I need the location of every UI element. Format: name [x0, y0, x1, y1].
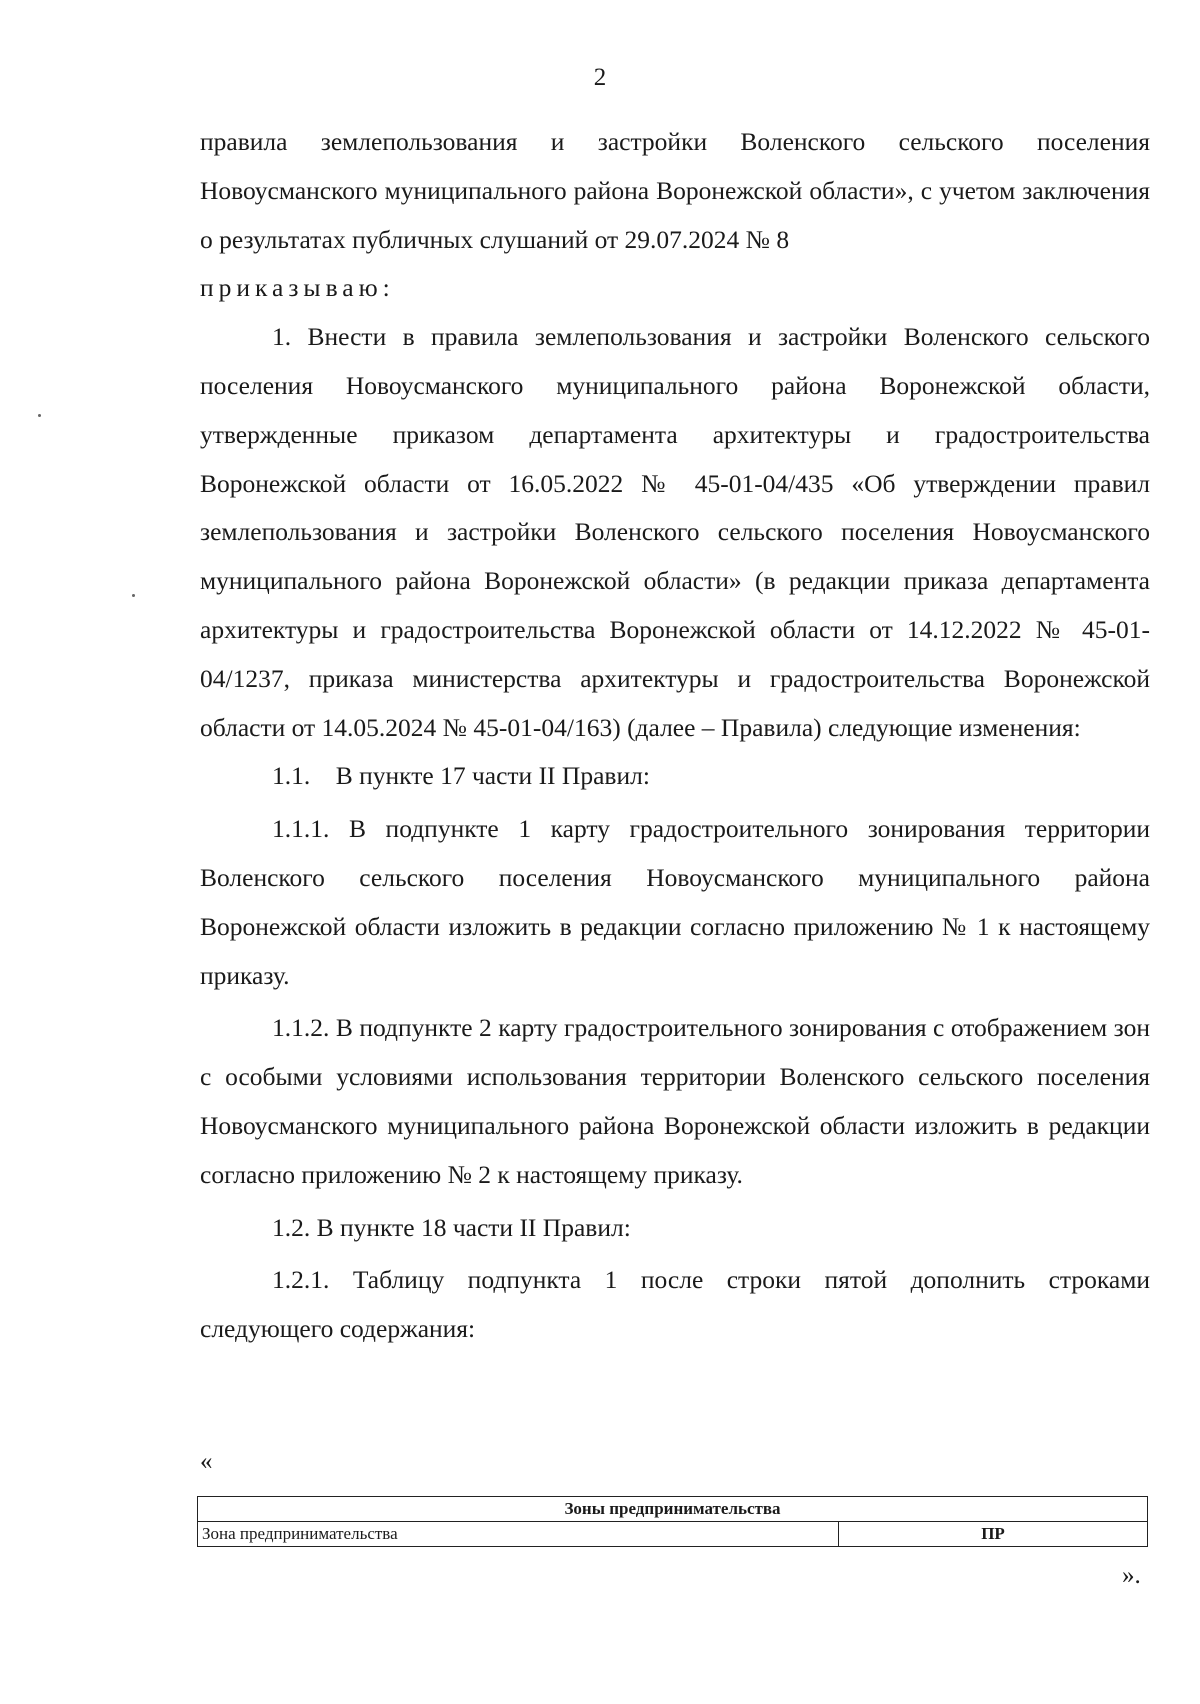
page-number: 2 — [593, 64, 607, 91]
table-header-cell: Зоны предпринимательства — [198, 1497, 1148, 1522]
document-body — [200, 118, 1150, 1354]
closing-quote-mark: ». — [1122, 1562, 1141, 1589]
paragraph-intro-continuation: правила землепользования и застройки Воленского сельского поселения Новоусманского муниципального района Воронежской области», с учетом заключения о результатах публичных слушаний от 29.07.2024 № 8 — [200, 127, 1150, 254]
scan-speck — [38, 414, 41, 417]
zone-code-cell: ПР — [839, 1522, 1148, 1547]
zone-name-cell: Зона предпринимательства — [198, 1522, 839, 1547]
paragraph-item-1-1: 1.1. В пункте 17 части II Правил: — [272, 761, 650, 791]
table-row — [198, 1522, 1148, 1547]
paragraph-order-word: приказываю: — [200, 273, 395, 303]
paragraph-item-1-2-1: 1.2.1. Таблицу подпункта 1 после строки пятой дополнить строками следующего содержания: — [200, 1265, 1150, 1344]
opening-quote-mark: « — [200, 1448, 213, 1475]
zones-table — [197, 1496, 1148, 1547]
paragraph-item-1-1-2: 1.1.2. В подпункте 2 карту градостроительного зонирования с отображением зон с особыми условиями использования территории Воленского сельского поселения Новоусманского муниципального района Воронежской области изложить в редакции согласно приложению № 2 к настоящему приказу. — [200, 1013, 1150, 1189]
table-header-row — [198, 1497, 1148, 1522]
paragraph-item-1: 1. Внести в правила землепользования и застройки Воленского сельского поселения Новоусманского муниципального района Воронежской области, утвержденные приказом департамента архитектуры и градостроительства Воронежской области от 16.05.2022 № 45-01-04/435 «Об утверждении правил землепользования и застройки Воленского сельского поселения Новоусманского муниципального района Воронежской области» (в редакции приказа департамента архитектуры и градостроительства Воронежской области от 14.12.2022 № 45-01-04/1237, приказа министерства архитектуры и градостроительства Воронежской области от 14.05.2024 № 45-01-04/163) (далее – Правила) следующие изменения: — [200, 322, 1150, 742]
scan-speck — [132, 594, 135, 597]
paragraph-item-1-1-1: 1.1.1. В подпункте 1 карту градостроительного зонирования территории Воленского сельского поселения Новоусманского муниципального района Воронежской области изложить в редакции согласно приложению № 1 к настоящему приказу. — [200, 814, 1150, 990]
paragraph-item-1-2: 1.2. В пункте 18 части II Правил: — [272, 1212, 631, 1242]
